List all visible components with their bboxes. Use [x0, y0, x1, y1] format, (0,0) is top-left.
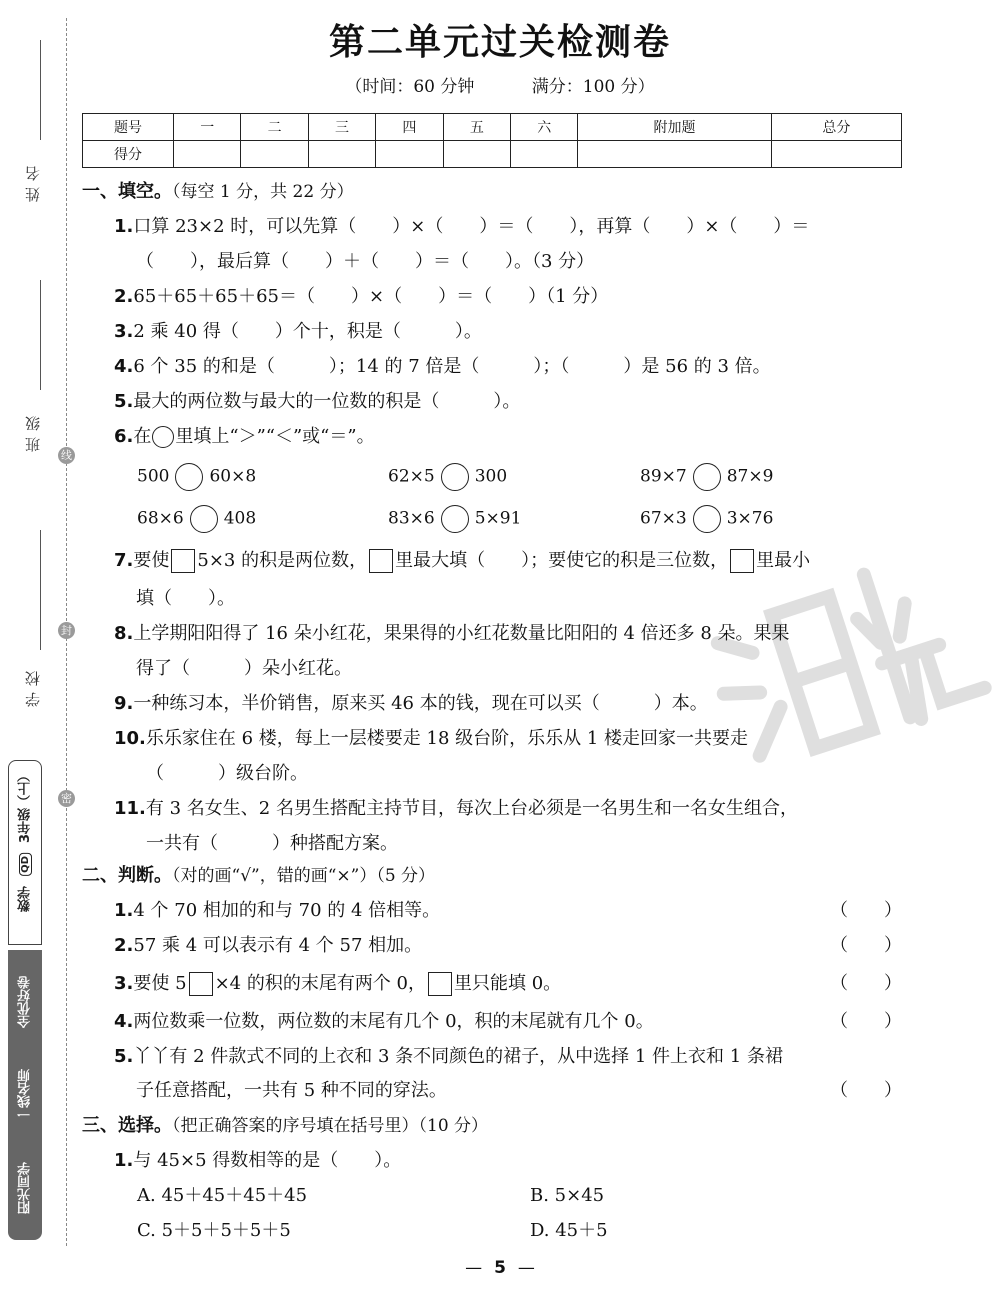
compare-item: 67×3 3×76 — [640, 505, 773, 533]
blank-box[interactable] — [369, 549, 393, 573]
binding-dot-secret: 密 — [58, 790, 75, 807]
page-footer — [0, 1258, 1000, 1278]
question-1-7: 7.要使 5×3 的积是两位数， 里最大填（ ）；要使它的积是三位数， 里最小 — [114, 550, 811, 571]
binding-dot-seal: 封 — [58, 622, 75, 639]
section-3-heading — [82, 1112, 488, 1140]
judge-4: 4.两位数乘一位数，两位数的末尾有几个 0，积的末尾就有几个 0。 — [114, 1011, 654, 1032]
section-2-heading — [82, 862, 435, 890]
question-1-11: 11.有 3 名女生、2 名男生搭配主持节目，每次上台必须是一名男生和一名女生组合， — [114, 798, 798, 819]
question-1-4: 4.6 个 35 的和是（ ）；14 的 7 倍是（ ）；（ ）是 56 的 3 倍。 — [114, 356, 771, 377]
score-table-header-row — [83, 114, 902, 141]
score-cell[interactable] — [241, 141, 308, 168]
section-1-note: （每空 1 分，共 22 分） — [172, 182, 354, 202]
score-cell[interactable] — [511, 141, 578, 168]
table-header-cell: 附加题 — [578, 114, 771, 141]
page-title: 第二单元过关检测卷 — [328, 22, 671, 63]
choice-option-b[interactable]: B. 5×45 — [530, 1185, 605, 1206]
score-cell[interactable] — [308, 141, 375, 168]
blank-box[interactable] — [189, 972, 213, 996]
table-header-cell: 二 — [241, 114, 308, 141]
answer-paren[interactable]: （ ） — [830, 900, 902, 921]
compare-circle[interactable] — [441, 505, 469, 533]
table-header-cell: 五 — [443, 114, 510, 141]
page-number: 5 — [494, 1258, 506, 1278]
answer-paren[interactable]: （ ） — [830, 935, 902, 956]
table-header-cell: 三 — [308, 114, 375, 141]
score-cell[interactable] — [578, 141, 771, 168]
blank-box[interactable] — [171, 549, 195, 573]
section-3-title: 三、选择。 — [82, 1115, 172, 1136]
brand-tag-quanyou: 全优好卷 — [17, 976, 33, 1029]
table-header-cell: 六 — [511, 114, 578, 141]
blank-box[interactable] — [730, 549, 754, 573]
question-1-8: 8.上学期阳阳得了 16 朵小红花，果果得的小红花数量比阳阳的 4 倍还多 8 朵。果果 — [114, 623, 790, 644]
answer-paren[interactable]: （ ） — [830, 973, 902, 994]
brand-grade: 3年级（上） — [17, 769, 33, 844]
name-label: 姓名 — [24, 160, 42, 202]
question-1-10-cont: （ ）级台阶。 — [146, 763, 308, 784]
footer-dash: — — [465, 1258, 483, 1278]
table-header-cell: 一 — [174, 114, 241, 141]
school-write-line — [40, 530, 41, 650]
table-header-cell: 题号 — [83, 114, 174, 141]
question-1-7-cont: 填（ ）。 — [136, 588, 235, 609]
table-header-cell: 四 — [376, 114, 443, 141]
answer-paren[interactable]: （ ） — [830, 1011, 902, 1032]
section-2-note: （对的画“√”，错的画“×”）（5 分） — [172, 866, 436, 886]
binding-dot-line: 线 — [58, 447, 75, 464]
choice-1: 1.与 45×5 得数相等的是（ ）。 — [114, 1150, 402, 1171]
question-1-1-cont: （ ），最后算（ ）＋（ ）＝（ ）。（3 分） — [136, 251, 595, 272]
exam-info — [0, 72, 1000, 97]
score-cell[interactable] — [771, 141, 901, 168]
blank-box[interactable] — [428, 972, 452, 996]
choice-option-d[interactable]: D. 45＋5 — [530, 1220, 608, 1241]
brand-qd-badge: QD — [19, 853, 32, 876]
compare-item: 500 60×8 — [137, 463, 256, 491]
brand-tag-mingshi: 一线名师 — [17, 1068, 33, 1121]
brand-subject: 数学 — [17, 885, 33, 912]
question-1-8-cont: 得了（ ）朵小红花。 — [136, 658, 352, 679]
judge-5-cont: 子任意搭配，一共有 5 种不同的穿法。 — [136, 1080, 447, 1101]
exam-full-score: 满分：100 分） — [531, 77, 655, 97]
score-cell[interactable] — [443, 141, 510, 168]
compare-item: 62×5 300 — [388, 463, 507, 491]
question-1-6: 6.在 里填上“＞”“＜”或“＝”。 — [114, 426, 375, 447]
section-2-title: 二、判断。 — [82, 865, 172, 886]
school-label: 学校 — [24, 665, 42, 707]
compare-circle[interactable] — [693, 505, 721, 533]
judge-1: 1.4 个 70 相加的和与 70 的 4 倍相等。 — [114, 900, 441, 921]
section-1-heading — [82, 178, 354, 206]
question-1-9: 9.一种练习本，半价销售，原来买 46 本的钱，现在可以买（ ）本。 — [114, 693, 708, 714]
compare-circle[interactable] — [190, 505, 218, 533]
brand-bottom-box — [8, 950, 42, 1240]
question-1-1: 1.口算 23×2 时，可以先算（ ）×（ ）＝（ ），再算（ ）×（ ）＝ — [114, 216, 810, 237]
question-1-5: 5.最大的两位数与最大的一位数的积是（ ）。 — [114, 391, 521, 412]
choice-option-c[interactable]: C. 5＋5＋5＋5＋5 — [137, 1220, 291, 1241]
compare-item: 68×6 408 — [137, 505, 256, 533]
score-table — [82, 113, 902, 168]
section-3-note: （把正确答案的序号填在括号里）（10 分） — [172, 1116, 489, 1136]
compare-item: 89×7 87×9 — [640, 463, 773, 491]
score-cell[interactable] — [376, 141, 443, 168]
section-1-title: 一、填空。 — [82, 181, 172, 202]
compare-circle[interactable] — [693, 463, 721, 491]
class-write-line — [40, 280, 41, 390]
compare-item: 83×6 5×91 — [388, 505, 521, 533]
class-label: 班级 — [24, 410, 42, 452]
score-cell[interactable] — [174, 141, 241, 168]
table-row-label: 得分 — [83, 141, 174, 168]
score-table-score-row — [83, 141, 902, 168]
circle-icon — [152, 426, 174, 448]
judge-2: 2.57 乘 4 可以表示有 4 个 57 相加。 — [114, 935, 423, 956]
footer-dash: — — [517, 1258, 535, 1278]
judge-5: 5.丫丫有 2 件款式不同的上衣和 3 条不同颜色的裙子，从中选择 1 件上衣和 1 条裙 — [114, 1046, 783, 1067]
question-1-11-cont: 一共有（ ）种搭配方案。 — [146, 833, 398, 854]
brand-top-box — [8, 760, 42, 945]
table-header-cell: 总分 — [771, 114, 901, 141]
answer-paren[interactable]: （ ） — [830, 1080, 902, 1101]
question-1-10: 10.乐乐家住在 6 楼，每上一层楼要走 18 级台阶，乐乐从 1 楼走回家一共要走 — [114, 728, 749, 749]
question-1-3: 3.2 乘 40 得（ ）个十，积是（ ）。 — [114, 321, 482, 342]
compare-circle[interactable] — [441, 463, 469, 491]
compare-circle[interactable] — [175, 463, 203, 491]
brand-logo: 阳光同学 — [17, 1161, 33, 1214]
exam-time: （时间：60 分钟 — [345, 77, 475, 97]
judge-3: 3.要使 5 ×4 的积的末尾有两个 0， 里只能填 0。 — [114, 973, 562, 994]
brand-strip — [8, 760, 42, 1240]
question-1-2: 2.65＋65＋65＋65＝（ ）×（ ）＝（ ）（1 分） — [114, 286, 609, 307]
choice-option-a[interactable]: A. 45＋45＋45＋45 — [137, 1185, 308, 1206]
